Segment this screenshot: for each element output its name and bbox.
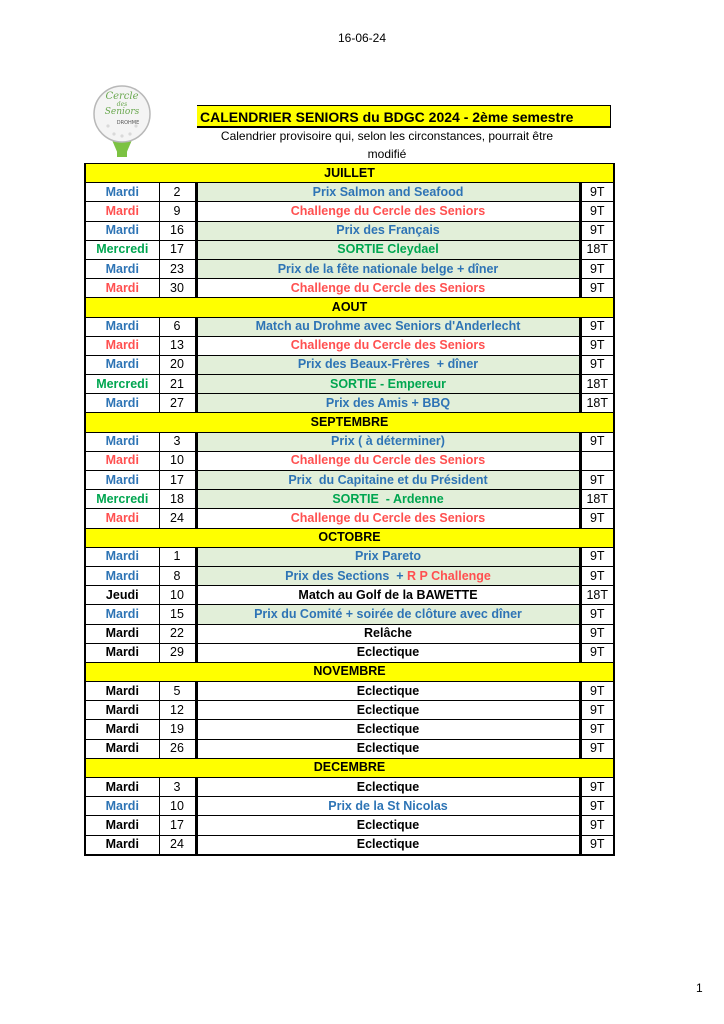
subtitle-line-2: modifié <box>367 147 407 161</box>
event-title-cell <box>196 797 580 816</box>
event-title-cell <box>196 701 580 720</box>
event-date-number: 24 <box>159 835 196 855</box>
event-day: Mercredi <box>85 240 159 259</box>
event-title-cell <box>196 682 580 701</box>
event-day: Mardi <box>85 835 159 855</box>
event-format: 9T <box>580 221 614 240</box>
event-date-number: 1 <box>159 547 196 566</box>
event-date-number: 19 <box>159 720 196 739</box>
month-header-row <box>85 758 614 777</box>
event-format: 9T <box>580 682 614 701</box>
event-title-cell <box>196 605 580 624</box>
event-day: Mardi <box>85 566 159 585</box>
event-format: 9T <box>580 547 614 566</box>
event-row <box>85 490 614 509</box>
event-format: 9T <box>580 317 614 336</box>
event-row <box>85 221 614 240</box>
golf-ball-logo-icon <box>90 84 154 158</box>
event-title-cell <box>196 490 580 509</box>
event-title: SORTIE - Empereur <box>330 376 446 391</box>
event-row <box>85 432 614 451</box>
event-day: Mardi <box>85 202 159 221</box>
event-day: Mardi <box>85 317 159 336</box>
event-row <box>85 451 614 470</box>
event-day: Mardi <box>85 816 159 835</box>
event-format: 18T <box>580 375 614 394</box>
event-row <box>85 682 614 701</box>
event-date-number: 9 <box>159 202 196 221</box>
event-format: 9T <box>580 624 614 643</box>
event-date-number: 20 <box>159 355 196 374</box>
event-row <box>85 605 614 624</box>
event-format: 9T <box>580 605 614 624</box>
event-title: Eclectique <box>356 645 420 660</box>
svg-text:Cercle: Cercle <box>105 91 139 102</box>
event-title: Challenge du Cercle des Seniors <box>290 203 486 218</box>
event-day: Mardi <box>85 259 159 278</box>
event-title: Challenge du Cercle des Seniors <box>290 338 486 353</box>
event-day: Mardi <box>85 778 159 797</box>
event-title: Match au Golf de la BAWETTE <box>298 587 478 602</box>
event-format: 9T <box>580 778 614 797</box>
event-format: 18T <box>580 394 614 413</box>
month-name: JUILLET <box>85 164 614 183</box>
event-date-number: 17 <box>159 471 196 490</box>
event-date-number: 2 <box>159 183 196 202</box>
month-header-row <box>85 662 614 681</box>
event-row <box>85 797 614 816</box>
event-day: Mardi <box>85 547 159 566</box>
event-title-cell <box>196 317 580 336</box>
event-date-number: 10 <box>159 451 196 470</box>
event-title-cell <box>196 720 580 739</box>
event-day: Mardi <box>85 682 159 701</box>
event-row <box>85 547 614 566</box>
event-title: Challenge du Cercle des Seniors <box>290 510 486 525</box>
event-date-number: 13 <box>159 336 196 355</box>
event-title: Prix des Sections + <box>285 568 408 583</box>
event-date-number: 12 <box>159 701 196 720</box>
event-format: 9T <box>580 336 614 355</box>
event-title: Relâche <box>364 626 412 641</box>
event-title: Challenge du Cercle des Seniors <box>290 280 486 295</box>
event-row <box>85 778 614 797</box>
event-day: Mercredi <box>85 375 159 394</box>
event-date-number: 10 <box>159 797 196 816</box>
event-title: Eclectique <box>356 683 420 698</box>
event-date-number: 24 <box>159 509 196 528</box>
event-format: 9T <box>580 643 614 662</box>
svg-text:des: des <box>116 101 128 108</box>
event-title: Eclectique <box>356 702 420 717</box>
event-row <box>85 317 614 336</box>
event-format: 18T <box>580 490 614 509</box>
event-title: Match au Drohme avec Seniors d'Anderlecht <box>255 319 521 334</box>
event-date-number: 21 <box>159 375 196 394</box>
month-header-row <box>85 298 614 317</box>
month-name: DECEMBRE <box>85 758 614 777</box>
event-row <box>85 835 614 855</box>
cercle-des-seniors-logo <box>90 84 154 158</box>
event-title-cell <box>196 202 580 221</box>
event-title-cell <box>196 336 580 355</box>
event-title: Prix de la fête nationale belge + dîner <box>277 261 499 276</box>
event-row <box>85 259 614 278</box>
event-title-cell <box>196 432 580 451</box>
event-format: 9T <box>580 701 614 720</box>
event-date-number: 22 <box>159 624 196 643</box>
subtitle-line-1: Calendrier provisoire qui, selon les circonstances, pourrait être <box>220 129 554 143</box>
event-format: 18T <box>580 586 614 605</box>
event-date-number: 23 <box>159 259 196 278</box>
event-row <box>85 509 614 528</box>
event-date-number: 27 <box>159 394 196 413</box>
event-format: 9T <box>580 279 614 298</box>
event-format: 9T <box>580 816 614 835</box>
event-row <box>85 701 614 720</box>
month-name: NOVEMBRE <box>85 662 614 681</box>
event-title: Eclectique <box>356 779 420 794</box>
event-title-cell <box>196 643 580 662</box>
event-title: Eclectique <box>356 722 420 737</box>
event-title-cell <box>196 355 580 374</box>
page-number: 1 <box>696 981 703 995</box>
event-format: 9T <box>580 797 614 816</box>
event-title: Challenge du Cercle des Seniors <box>290 453 486 468</box>
event-title: Prix des Beaux-Frères + dîner <box>297 357 479 372</box>
event-title-cell <box>196 739 580 758</box>
event-format: 9T <box>580 720 614 739</box>
event-row <box>85 355 614 374</box>
event-title-cell <box>196 566 580 585</box>
event-format: 9T <box>580 471 614 490</box>
event-row <box>85 375 614 394</box>
event-date-number: 3 <box>159 778 196 797</box>
event-title-cell <box>196 279 580 298</box>
month-name: SEPTEMBRE <box>85 413 614 432</box>
event-row <box>85 240 614 259</box>
event-day: Mardi <box>85 355 159 374</box>
event-day: Mardi <box>85 336 159 355</box>
event-format: 9T <box>580 355 614 374</box>
event-date-number: 8 <box>159 566 196 585</box>
event-format: 9T <box>580 202 614 221</box>
event-format: 18T <box>580 240 614 259</box>
event-row <box>85 643 614 662</box>
month-header-row <box>85 528 614 547</box>
event-row <box>85 739 614 758</box>
event-title-cell <box>196 816 580 835</box>
calendar-table <box>84 163 615 856</box>
event-day: Mardi <box>85 797 159 816</box>
event-title-cell <box>196 547 580 566</box>
event-date-number: 18 <box>159 490 196 509</box>
event-title: SORTIE Cleydael <box>337 242 439 257</box>
month-header-row <box>85 164 614 183</box>
event-day: Mardi <box>85 720 159 739</box>
event-date-number: 6 <box>159 317 196 336</box>
event-format: 9T <box>580 183 614 202</box>
event-row <box>85 279 614 298</box>
event-title-cell <box>196 471 580 490</box>
event-day: Mercredi <box>85 490 159 509</box>
svg-text:DROHME: DROHME <box>116 120 140 126</box>
event-row <box>85 202 614 221</box>
event-day: Mardi <box>85 394 159 413</box>
event-title-cell <box>196 835 580 855</box>
event-title-cell <box>196 509 580 528</box>
event-date-number: 15 <box>159 605 196 624</box>
event-title: Prix des Amis + BBQ <box>325 395 451 410</box>
event-format: 9T <box>580 566 614 585</box>
event-title-cell <box>196 586 580 605</box>
event-title-extra: R P Challenge <box>407 568 491 583</box>
event-title-cell <box>196 240 580 259</box>
month-name: AOUT <box>85 298 614 317</box>
event-title: SORTIE - Ardenne <box>332 491 444 506</box>
event-day: Mardi <box>85 432 159 451</box>
event-format: 9T <box>580 259 614 278</box>
event-date-number: 29 <box>159 643 196 662</box>
event-title-cell <box>196 375 580 394</box>
event-title-cell <box>196 259 580 278</box>
event-day: Jeudi <box>85 586 159 605</box>
svg-text:Seniors: Seniors <box>104 107 140 117</box>
event-day: Mardi <box>85 451 159 470</box>
event-row <box>85 720 614 739</box>
document-date: 16-06-24 <box>337 31 387 45</box>
event-day: Mardi <box>85 183 159 202</box>
event-row <box>85 394 614 413</box>
event-day: Mardi <box>85 221 159 240</box>
event-day: Mardi <box>85 739 159 758</box>
event-day: Mardi <box>85 279 159 298</box>
event-date-number: 17 <box>159 240 196 259</box>
event-title-cell <box>196 221 580 240</box>
event-format: 9T <box>580 509 614 528</box>
event-day: Mardi <box>85 471 159 490</box>
event-date-number: 26 <box>159 739 196 758</box>
event-title: Prix des Français <box>336 223 440 238</box>
event-date-number: 16 <box>159 221 196 240</box>
event-row <box>85 816 614 835</box>
event-row <box>85 471 614 490</box>
event-row <box>85 586 614 605</box>
event-format <box>580 451 614 470</box>
event-row <box>85 624 614 643</box>
event-day: Mardi <box>85 509 159 528</box>
calendar-subtitle <box>200 127 574 163</box>
event-format: 9T <box>580 835 614 855</box>
event-date-number: 5 <box>159 682 196 701</box>
event-date-number: 17 <box>159 816 196 835</box>
event-row <box>85 336 614 355</box>
event-title: Prix du Capitaine et du Président <box>288 472 488 487</box>
calendar-title: CALENDRIER SENIORS du BDGC 2024 - 2ème semestre <box>197 105 611 127</box>
event-title: Prix Salmon and Seafood <box>312 184 464 199</box>
event-title: Eclectique <box>356 837 420 852</box>
event-title: Eclectique <box>356 741 420 756</box>
event-title-cell <box>196 183 580 202</box>
event-row <box>85 183 614 202</box>
event-title-cell <box>196 624 580 643</box>
event-title-cell <box>196 778 580 797</box>
event-title: Prix de la St Nicolas <box>328 798 448 813</box>
event-title-cell <box>196 394 580 413</box>
event-date-number: 10 <box>159 586 196 605</box>
event-row <box>85 566 614 585</box>
event-title: Prix Pareto <box>354 549 421 564</box>
event-date-number: 30 <box>159 279 196 298</box>
month-header-row <box>85 413 614 432</box>
event-format: 9T <box>580 739 614 758</box>
event-title: Prix ( à déterminer) <box>331 434 445 449</box>
event-format: 9T <box>580 432 614 451</box>
month-name: OCTOBRE <box>85 528 614 547</box>
event-day: Mardi <box>85 624 159 643</box>
event-day: Mardi <box>85 643 159 662</box>
event-day: Mardi <box>85 605 159 624</box>
event-title-cell <box>196 451 580 470</box>
event-title: Eclectique <box>356 817 420 832</box>
event-day: Mardi <box>85 701 159 720</box>
event-title: Prix du Comité + soirée de clôture avec dîner <box>254 606 522 621</box>
event-date-number: 3 <box>159 432 196 451</box>
